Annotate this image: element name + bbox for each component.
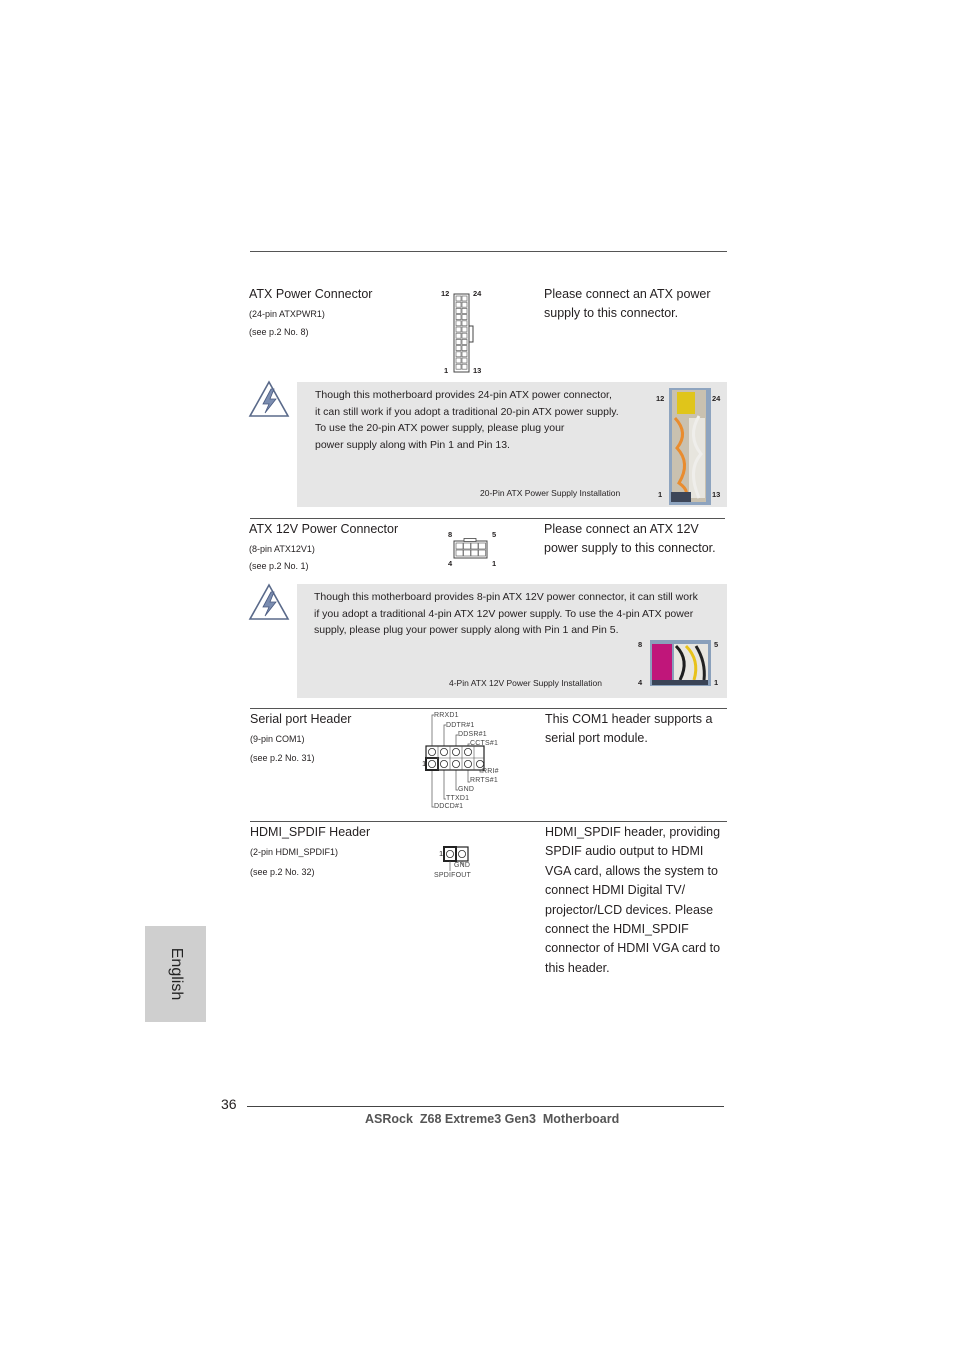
atx12v-title: ATX 12V Power Connector <box>249 522 399 536</box>
atx-pin-cell <box>462 364 467 369</box>
atx-note-pin-1: 1 <box>658 490 663 499</box>
atx12v-note-text: Though this motherboard provides 8-pin ATX 12V power connector, it can still work if you adopt a traditional 4-pin ATX 12V power supply. To use the 4-pin ATX power supply, please plug your power supply along with Pin 1 and Pin 5. <box>314 591 698 636</box>
rule-com <box>250 708 727 709</box>
atx-pin-cell <box>456 346 461 351</box>
rule-spdif <box>250 821 727 822</box>
warning-icon <box>248 583 290 621</box>
atx12v-pin-8: 8 <box>448 530 453 539</box>
atx-pin-cell <box>456 321 461 326</box>
atx12v-pin-1: 1 <box>492 559 497 568</box>
com-label-ttxd1: TTXD1 <box>446 795 470 802</box>
rule-atx12v <box>250 518 725 519</box>
footer-product-name: ASRock Z68 Extreme3 Gen3 Motherboard <box>365 1112 620 1126</box>
atx-pin-24: 24 <box>473 289 482 298</box>
atx12v-note-pin-8: 8 <box>638 640 643 649</box>
atx12v-note-caption: 4-Pin ATX 12V Power Supply Installation <box>449 678 602 688</box>
atx12v-ref: (see p.2 No. 1) <box>249 561 309 571</box>
atx-pin-cell <box>456 339 461 344</box>
atx-note-pin-13: 13 <box>712 490 721 499</box>
com-pin-1: 1 <box>422 759 427 768</box>
atx-pin-cell <box>462 296 467 301</box>
spdif-pin-1: 1 <box>439 849 444 858</box>
atx12v-subtitle: (8-pin ATX12V1) <box>249 544 315 554</box>
atx12v-pin-5: 5 <box>492 530 497 539</box>
com-label-rri: RRI# <box>482 768 499 775</box>
com-label-ddtr1: DDTR#1 <box>446 722 475 729</box>
com-label-rrts1: RRTS#1 <box>470 777 498 784</box>
atx-pin-cell <box>456 352 461 357</box>
atx-pin-cell <box>462 339 467 344</box>
atx12v-8pin-connector-diagram <box>453 538 489 560</box>
spdif-label-gnd: GND <box>454 862 471 869</box>
spdif-description: HDMI_SPDIF header, providing SPDIF audio output to HDMI VGA card, allows the system to connect HDMI Digital TV/ projector/LCD devices. Please connect the HDMI_SPDIF connector of HDMI VGA card to this header. <box>545 825 721 975</box>
language-tab <box>145 926 206 1022</box>
atx-pin-cell <box>456 327 461 332</box>
com-subtitle: (9-pin COM1) <box>250 734 305 744</box>
language-tab-label: English <box>167 947 185 1001</box>
com-label-gnd: GND <box>458 786 475 793</box>
atx-note-pin-12: 12 <box>656 394 665 403</box>
atx-pin-cell <box>456 308 461 313</box>
atx12v-pin-4: 4 <box>448 559 453 568</box>
atx-pin-cell <box>462 352 467 357</box>
atx-pin-cell <box>462 327 467 332</box>
atx-pin-cell <box>456 333 461 338</box>
atx-title: ATX Power Connector <box>249 287 373 301</box>
atx-pin-cell <box>456 302 461 307</box>
atx-pin-1: 1 <box>444 366 449 375</box>
atx-pin-cell <box>462 315 467 320</box>
atx-pin-cell <box>456 296 461 301</box>
page-number: 36 <box>221 1096 237 1112</box>
atx-24pin-connector-diagram <box>453 293 475 373</box>
atx-pin-cell <box>462 321 467 326</box>
atx12v-note-pin-5: 5 <box>714 640 719 649</box>
atx-pin-cell <box>462 346 467 351</box>
atx-pin-cell <box>462 302 467 307</box>
atx-pin-12: 12 <box>441 289 450 298</box>
com-label-ddcd1: DDCD#1 <box>434 803 464 810</box>
atx-pin-cell <box>456 315 461 320</box>
com-label-rrxd1: RRXD1 <box>434 712 459 719</box>
atx-ref: (see p.2 No. 8) <box>249 327 309 337</box>
atx-20pin-install-photo <box>669 388 711 505</box>
atx-pin-cell <box>456 358 461 363</box>
atx12v-note-pin-4: 4 <box>638 678 643 687</box>
warning-icon <box>248 380 290 418</box>
top-rule <box>250 251 727 252</box>
atx-note-text: Though this motherboard provides 24-pin ATX power connector, it can still work if you adopt a traditional 20-pin ATX power supply. To use the 20-pin ATX power supply, please plug your power supply along with Pin 1 and Pin 13. <box>315 389 619 451</box>
footer-rule <box>247 1106 724 1107</box>
atx-subtitle: (24-pin ATXPWR1) <box>249 309 325 319</box>
atx-description: Please connect an ATX power supply to this connector. <box>544 287 711 321</box>
spdif-title: HDMI_SPDIF Header <box>250 825 371 839</box>
com-label-ddsr1: DDSR#1 <box>458 731 487 738</box>
spdif-label-spdifout: SPDIFOUT <box>434 872 471 879</box>
atx-pin-cell <box>462 333 467 338</box>
atx-note-pin-24: 24 <box>712 394 721 403</box>
atx-pin-cell <box>462 308 467 313</box>
atx12v-note-pin-1: 1 <box>714 678 719 687</box>
spdif-ref: (see p.2 No. 32) <box>250 867 315 877</box>
spdif-subtitle: (2-pin HDMI_SPDIF1) <box>250 847 339 857</box>
atx-pin-cell <box>462 358 467 363</box>
com-description: This COM1 header supports a serial port module. <box>545 712 713 746</box>
atx-pin-cell <box>456 364 461 369</box>
atx-pin-13: 13 <box>473 366 482 375</box>
com-title: Serial port Header <box>250 712 352 726</box>
com-label-ccts1: CCTS#1 <box>470 740 499 747</box>
atx12v-description: Please connect an ATX 12V power supply to this connector. <box>544 522 716 556</box>
com-ref: (see p.2 No. 31) <box>250 753 315 763</box>
atx-note-caption: 20-Pin ATX Power Supply Installation <box>480 488 621 498</box>
atx12v-4pin-install-photo <box>650 640 711 686</box>
